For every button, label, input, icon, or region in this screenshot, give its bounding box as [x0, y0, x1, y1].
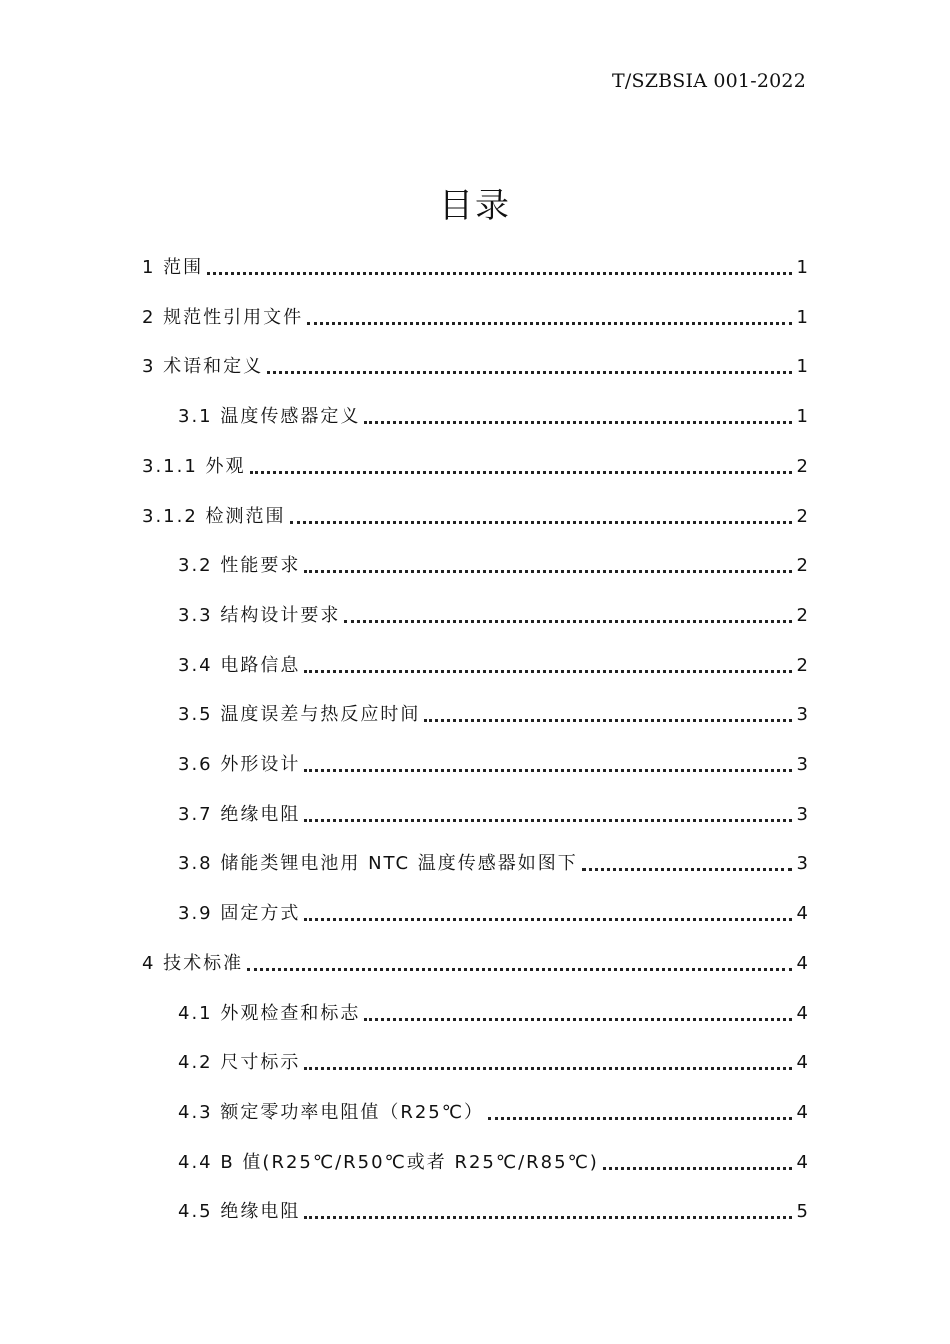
toc-entry[interactable] [178, 598, 808, 628]
toc-entry[interactable] [142, 300, 808, 330]
toc-dot-leader [290, 521, 792, 524]
toc-dot-leader [267, 371, 792, 374]
toc-entry-page-number: 4 [796, 952, 808, 974]
toc-entry-label: 3.1.1 外观 [142, 455, 246, 477]
toc-dot-leader [304, 1216, 792, 1219]
toc-dot-leader [207, 272, 792, 275]
toc-entry[interactable] [178, 399, 808, 429]
toc-entry-label: 4.5 绝缘电阻 [178, 1201, 301, 1223]
toc-entry-page-number: 1 [796, 406, 808, 428]
toc-dot-leader [304, 670, 792, 673]
toc-entry-page-number: 2 [796, 455, 808, 477]
toc-dot-leader [344, 620, 792, 623]
toc-entry-page-number: 2 [796, 505, 808, 527]
toc-entry[interactable] [178, 1095, 808, 1125]
toc-dot-leader [304, 769, 792, 772]
toc-dot-leader [424, 719, 792, 722]
toc-entry[interactable] [178, 747, 808, 777]
toc-entry[interactable] [178, 996, 808, 1026]
toc-entry-label: 1 范围 [142, 257, 204, 278]
toc-entry-label: 4 技术标准 [142, 952, 244, 974]
toc-entry[interactable] [178, 1145, 808, 1175]
toc-dot-leader [250, 471, 792, 474]
toc-dot-leader [304, 918, 792, 921]
toc-entry-label: 3.3 结构设计要求 [178, 604, 341, 626]
toc-dot-leader [304, 1067, 792, 1070]
toc-entry-label: 3.1 温度传感器定义 [178, 406, 361, 428]
toc-title: 目录 [439, 186, 511, 226]
toc-entry-label: 4.3 额定零功率电阻值（R25℃） [178, 1101, 484, 1123]
toc-entry-page-number: 1 [796, 356, 808, 378]
toc-entry-page-number: 3 [796, 754, 808, 775]
toc-entry[interactable] [142, 946, 808, 976]
toc-dot-leader [364, 1018, 792, 1021]
toc-dot-leader [603, 1167, 792, 1170]
toc-entry[interactable] [178, 648, 808, 678]
document-code: T/SZBSIA 001-2022 [612, 70, 806, 92]
toc-entry-label: 4.2 尺寸标示 [178, 1052, 301, 1074]
toc-entry-label: 3.8 储能类锂电池用 NTC 温度传感器如图下 [178, 853, 578, 875]
toc-entry-page-number: 4 [796, 1101, 808, 1123]
toc-entry[interactable] [178, 697, 808, 727]
toc-entry-label: 3.7 绝缘电阻 [178, 803, 301, 825]
toc-entry[interactable] [178, 548, 808, 578]
toc-dot-leader [364, 421, 792, 424]
toc-entry-page-number: 4 [796, 903, 808, 925]
toc-entry[interactable] [178, 896, 808, 926]
toc-dot-leader [304, 819, 792, 822]
toc-dot-leader [247, 968, 792, 971]
toc-entry-page-number: 3 [796, 803, 808, 825]
toc-entry-page-number: 1 [796, 257, 808, 278]
toc-entry[interactable] [142, 449, 808, 479]
toc-entry-label: 3.9 固定方式 [178, 903, 301, 925]
toc-entry[interactable] [142, 499, 808, 529]
toc-dot-leader [304, 570, 792, 573]
toc-entry-page-number: 3 [796, 853, 808, 875]
toc-dot-leader [307, 322, 792, 325]
toc-entry-label: 3.4 电路信息 [178, 654, 301, 676]
toc-entry-page-number: 4 [796, 1002, 808, 1024]
toc-entry-page-number: 4 [796, 1052, 808, 1074]
toc-entry-label: 4.1 外观检查和标志 [178, 1002, 361, 1024]
toc-dot-leader [582, 868, 792, 871]
toc-entry-page-number: 5 [796, 1201, 808, 1223]
toc-entry-page-number: 2 [796, 555, 808, 577]
toc-entry-label: 3.2 性能要求 [178, 555, 301, 577]
toc-entry-page-number: 2 [796, 654, 808, 676]
toc-entry-label: 3 术语和定义 [142, 356, 264, 378]
toc-entry-label: 3.1.2 检测范围 [142, 505, 286, 527]
toc-dot-leader [488, 1117, 792, 1120]
toc-entry-label: 3.6 外形设计 [178, 754, 301, 775]
toc-entry-page-number: 1 [796, 306, 808, 328]
toc-entry-page-number: 3 [796, 704, 808, 726]
toc-entry[interactable] [178, 1194, 808, 1224]
toc-entry[interactable] [142, 349, 808, 379]
toc-entry-page-number: 2 [796, 604, 808, 626]
toc-entry-label: 4.4 B 值(R25℃/R50℃或者 R25℃/R85℃) [178, 1151, 599, 1173]
toc-entry[interactable] [178, 1045, 808, 1075]
toc-entry-label: 2 规范性引用文件 [142, 306, 304, 328]
toc-entry-label: 3.5 温度误差与热反应时间 [178, 704, 421, 726]
toc-entry-page-number: 4 [796, 1151, 808, 1173]
toc-entry[interactable] [178, 797, 808, 827]
toc-entry[interactable] [142, 250, 808, 280]
toc-entry[interactable] [178, 846, 808, 876]
